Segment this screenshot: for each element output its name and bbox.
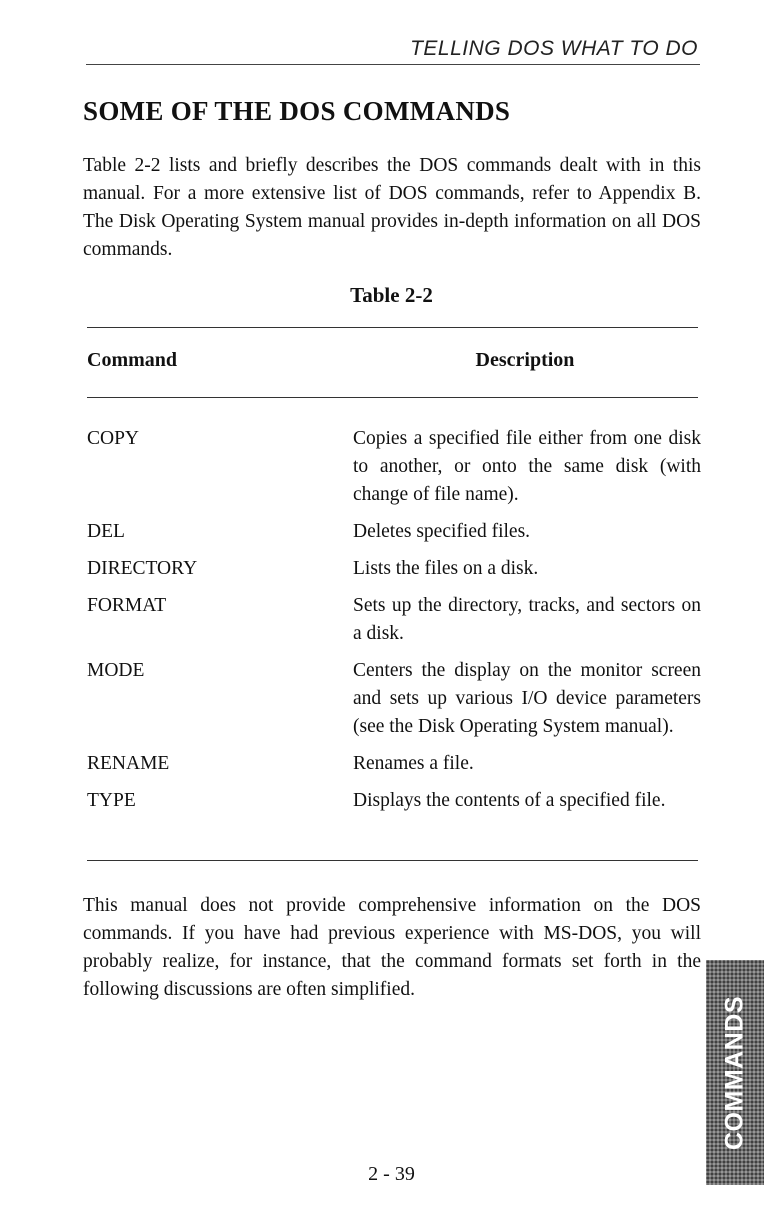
column-header-description: Description [475,349,575,371]
command-description: Centers the display on the monitor screen and sets up various I/O device parameters (see the Disk Operating System manual). [353,660,701,737]
running-head [86,34,700,65]
page-number: 2 - 39 [368,1163,415,1185]
command-name: DIRECTORY [87,558,198,579]
command-description: Displays the contents of a specified file. [353,790,666,811]
command-name: TYPE [87,790,136,811]
command-description: Lists the files on a disk. [353,558,539,579]
table-row [87,555,701,583]
command-description: Copies a specified file either from one disk to another, or onto the same disk (with change of file name). [353,428,701,505]
command-description: Sets up the directory, tracks, and sectors on a disk. [353,595,701,644]
intro-paragraph: Table 2-2 lists and briefly describes the DOS commands dealt with in this manual. For a more extensive list of DOS commands, refer to Appendix B. The Disk Operating System manual provides in-depth information on all DOS commands. [83,155,701,260]
command-table [87,425,701,824]
table-row [87,787,701,815]
thumb-tab-label: COMMANDS [720,995,749,1150]
table-top-rule [87,327,698,328]
table-row [87,425,701,509]
closing-paragraph: This manual does not provide comprehensive information on the DOS commands. If you have had previous experience with MS-DOS, you will probably realize, for instance, that the command formats set forth in the following discussions are often simplified. [83,895,701,1000]
command-name: FORMAT [87,595,167,616]
command-name: COPY [87,428,140,449]
running-head-text: TELLING DOS WHAT TO DO [410,37,698,60]
section-thumb-tab [706,960,764,1185]
table-row [87,592,701,648]
column-header-command: Command [87,349,178,371]
table-row [87,518,701,546]
command-description: Renames a file. [353,753,474,774]
command-name: MODE [87,660,145,681]
table-row [87,657,701,741]
command-description: Deletes specified files. [353,521,531,542]
command-name: RENAME [87,753,170,774]
table-caption: Table 2-2 [350,283,433,307]
command-name: DEL [87,521,125,542]
table-bottom-rule [87,860,698,861]
section-title: SOME OF THE DOS COMMANDS [83,96,511,126]
table-row [87,750,701,778]
table-header-rule [87,397,698,398]
